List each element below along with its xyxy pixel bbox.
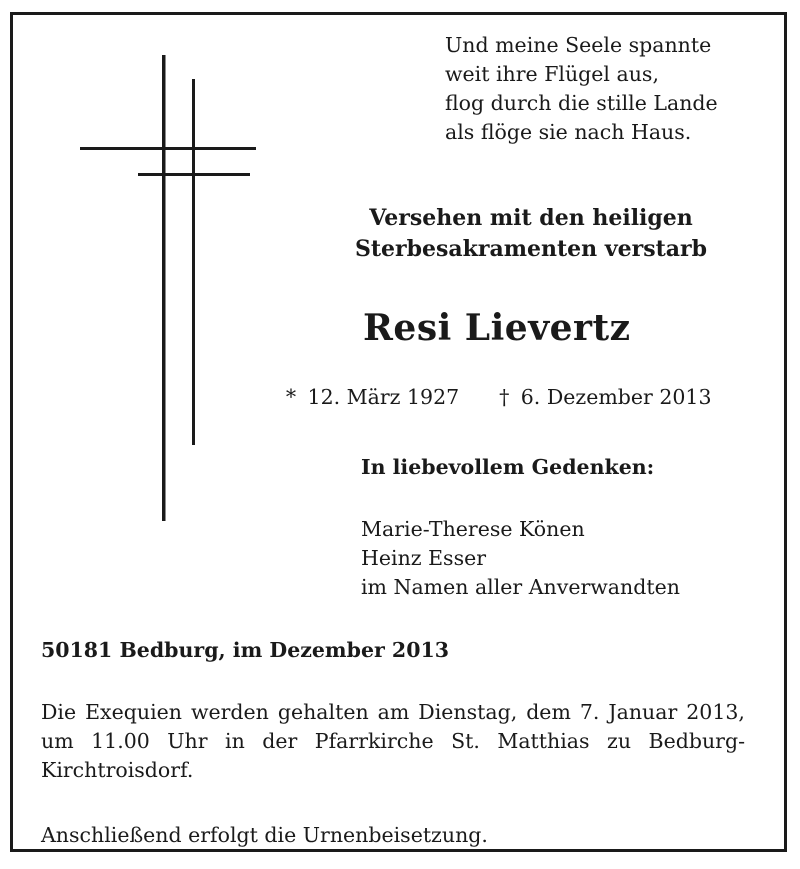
death-date: 6. Dezember 2013 <box>520 385 712 409</box>
service-word: 11.00 <box>91 729 150 753</box>
obituary-frame <box>10 12 787 852</box>
death-cross-icon: † <box>499 385 510 409</box>
service-word: dem <box>526 700 571 724</box>
service-word: gehalten <box>277 700 369 724</box>
service-line <box>41 698 745 727</box>
service-line: Kirchtroisdorf. <box>41 758 194 782</box>
mourners-heading: In liebevollem Gedenken: <box>361 455 655 479</box>
service-word: um <box>41 729 74 753</box>
service-line <box>41 727 745 756</box>
service-word: Die <box>41 700 77 724</box>
mourner-name: Marie-Therese Könen <box>361 517 585 541</box>
birth-date: 12. März 1927 <box>307 385 460 409</box>
service-word: 2013, <box>686 700 745 724</box>
poem-line: Und meine Seele spannte <box>445 33 712 57</box>
service-word: Pfarrkirche <box>314 729 434 753</box>
life-dates <box>281 385 712 409</box>
cross-lower-bar <box>138 173 250 176</box>
intro-text <box>331 203 731 265</box>
poem-line: flog durch die stille Lande <box>445 91 718 115</box>
mourners-list <box>361 515 680 602</box>
service-word: St. <box>451 729 480 753</box>
poem <box>445 31 718 147</box>
service-word: Matthias <box>497 729 590 753</box>
poem-line: als flöge sie nach Haus. <box>445 120 692 144</box>
burial-note: Anschließend erfolgt die Urnenbeisetzung. <box>41 823 488 847</box>
deceased-name: Resi Lievertz <box>363 307 631 349</box>
service-word: zu <box>607 729 632 753</box>
cross-upper-bar <box>80 147 256 150</box>
cross-left-vertical <box>162 55 166 521</box>
cross-right-vertical <box>192 79 195 445</box>
service-word: der <box>262 729 298 753</box>
service-word: 7. <box>579 700 600 724</box>
service-info <box>41 698 745 785</box>
service-word: am <box>377 700 410 724</box>
service-word: Bedburg- <box>648 729 745 753</box>
mourner-name: Heinz Esser <box>361 546 487 570</box>
intro-line: Sterbesakramenten verstarb <box>355 236 707 262</box>
mourner-name: im Namen aller Anverwandten <box>361 575 680 599</box>
service-word: Dienstag, <box>418 700 518 724</box>
service-word: Januar <box>608 700 678 724</box>
poem-line: weit ihre Flügel aus, <box>445 62 659 86</box>
birth-symbol: * <box>285 385 297 409</box>
service-word: Exequien <box>85 700 182 724</box>
service-word: in <box>225 729 245 753</box>
service-word: Uhr <box>167 729 208 753</box>
intro-line: Versehen mit den heiligen <box>369 205 693 231</box>
double-cross-icon <box>68 55 258 535</box>
place-date: 50181 Bedburg, im Dezember 2013 <box>41 638 449 662</box>
service-word: werden <box>190 700 269 724</box>
